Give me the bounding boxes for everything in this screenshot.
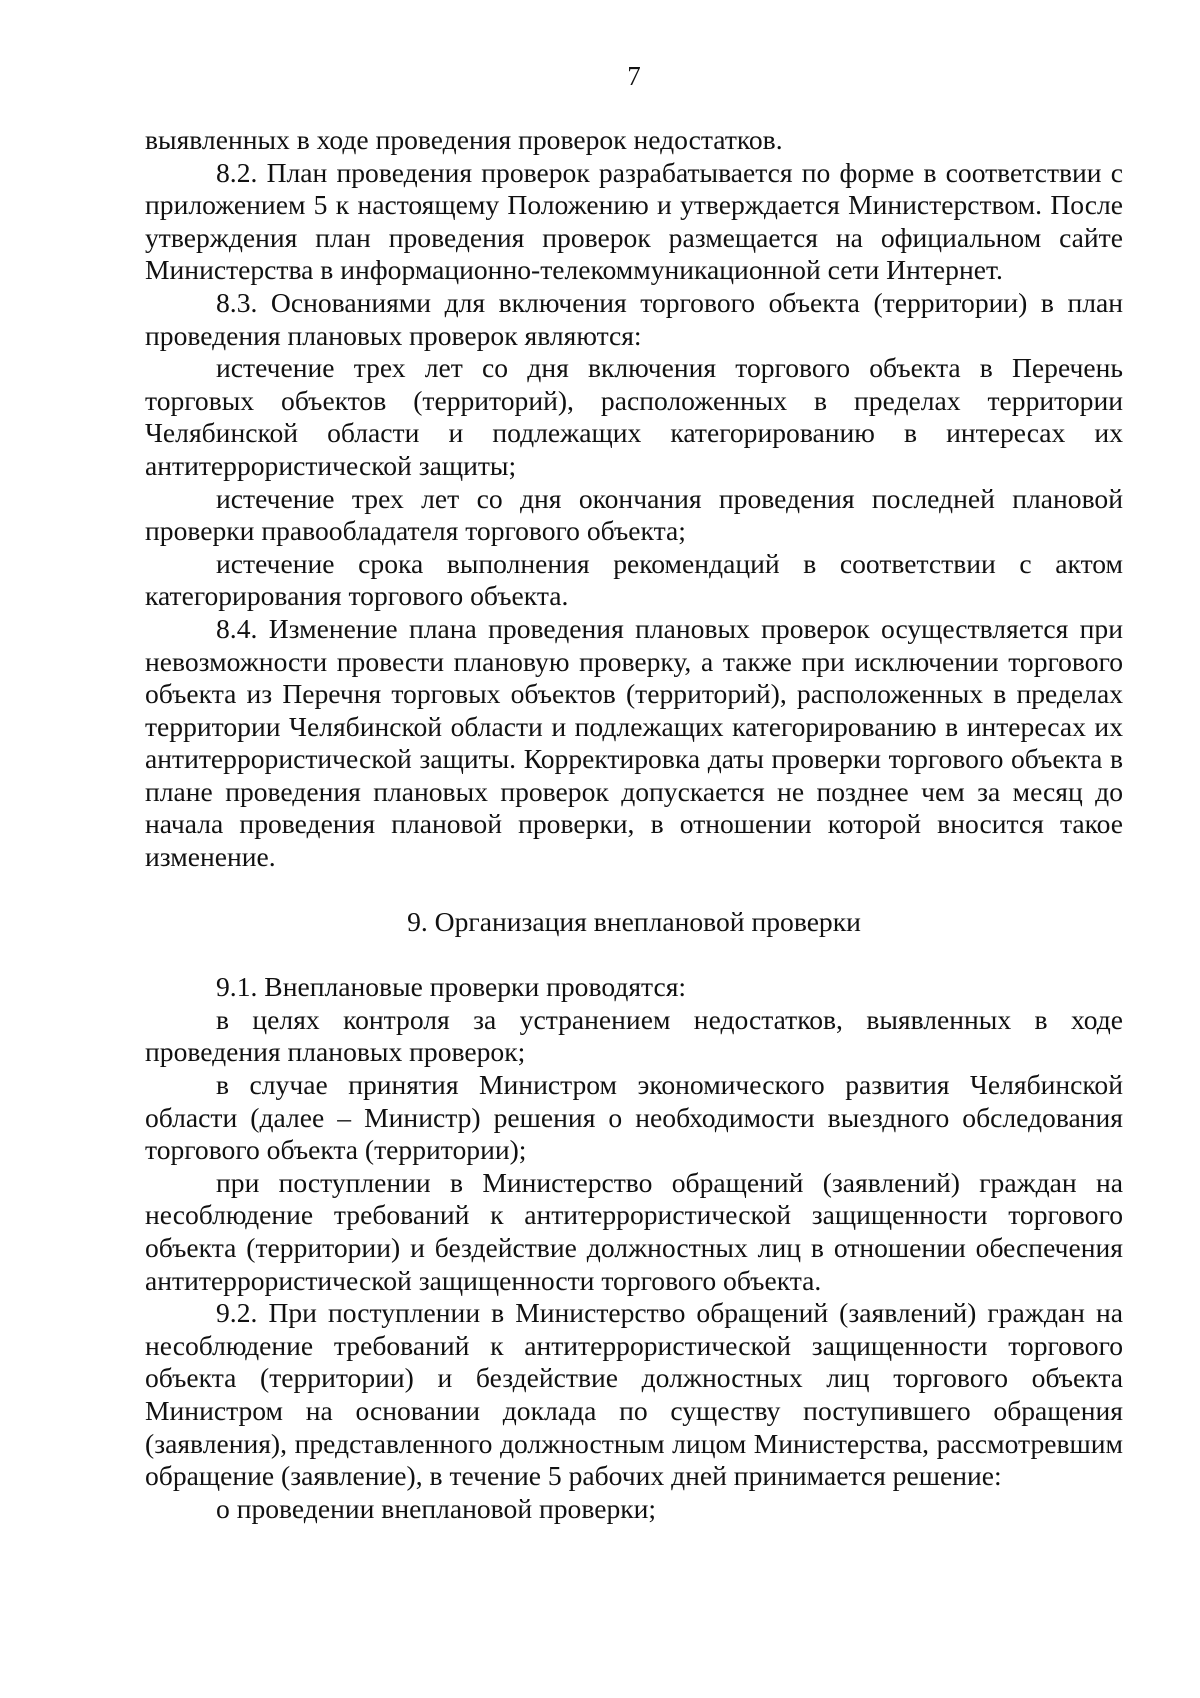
paragraph-9-2: 9.2. При поступлении в Министерство обращений (заявлений) граждан на несоблюдение требований к антитеррористической защищенности торгового объекта (территории) и бездействие должностных лиц торгового объекта Министром на основании доклада по существу поступившего обращения (заявления), представленного должностным лицом Министерства, рассмотревшим обращение (заявление), в течение 5 рабочих дней принимается решение:	[145, 1297, 1123, 1492]
section-9	[145, 971, 1123, 1525]
list-item: истечение трех лет со дня включения торгового объекта в Перечень торговых объектов (территорий), расположенных в пределах территории Челябинской области и подлежащих категорированию в интересах их антитеррористической защиты;	[145, 352, 1123, 481]
paragraph-8-3: 8.3. Основаниями для включения торгового объекта (территории) в план проведения плановых проверок являются:	[145, 286, 1123, 351]
paragraph-9-1: 9.1. Внеплановые проверки проводятся:	[216, 971, 687, 1003]
section-heading: 9. Организация внеплановой проверки	[407, 905, 861, 937]
list-item: при поступлении в Министерство обращений (заявлений) граждан на несоблюдение требований к антитеррористической защищенности торгового объекта (территории) и бездействие должностных лиц в отношении обеспечения антитеррористической защищенности торгового объекта.	[145, 1166, 1123, 1296]
list-item: о проведении внеплановой проверки;	[216, 1492, 657, 1524]
list-item: в случае принятия Министром экономического развития Челябинской области (далее – Министр) решения о необходимости выездного обследования торгового объекта (территории);	[145, 1069, 1123, 1166]
paragraph-8-4: 8.4. Изменение плана проведения плановых проверок осуществляется при невозможности провести плановую проверку, а также при исключении торгового объекта из Перечня торговых объектов (территорий), расположенных в пределах территории Челябинской области и подлежащих категорированию в интересах их антитеррористической защиты. Корректировка даты проверки торгового объекта в плане проведения плановых проверок допускается не позднее чем за месяц до начала проведения плановой проверки, в отношении которой вносится такое изменение.	[145, 612, 1123, 873]
paragraph-8-2: 8.2. План проведения проверок разрабатывается по форме в соответствии с приложением 5 к настоящему Положению и утверждается Министерством. После утверждения план проведения проверок размещается на официальном сайте Министерства в информационно-телекоммуникационной сети Интернет.	[145, 156, 1123, 286]
section-8-continuation	[145, 124, 1123, 874]
document-page	[145, 60, 1123, 1525]
list-item: истечение срока выполнения рекомендаций в соответствии с актом категорирования торгового объекта.	[145, 547, 1123, 612]
list-item: в целях контроля за устранением недостатков, выявленных в ходе проведения плановых проверок;	[145, 1003, 1123, 1068]
paragraph: выявленных в ходе проведения проверок недостатков.	[145, 124, 783, 155]
list-item: истечение трех лет со дня окончания проведения последней плановой проверки правообладателя торгового объекта;	[145, 482, 1123, 547]
page-number: 7	[627, 61, 641, 91]
